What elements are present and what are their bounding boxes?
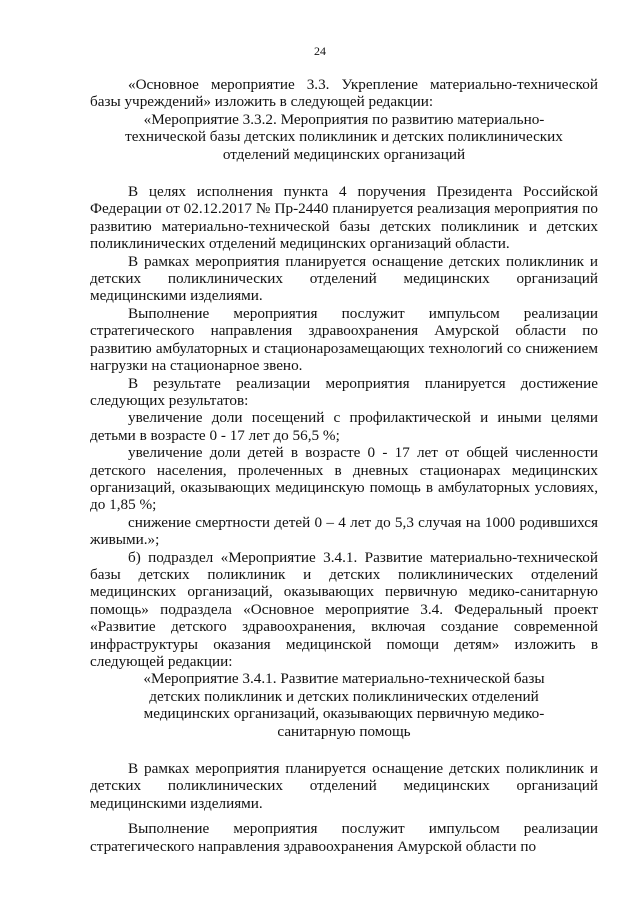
paragraph-equipment: В рамках мероприятия планируется оснащение детских поликлиник и детских поликлинических отделений медицинских организаций медицинскими изделиями. bbox=[90, 252, 598, 305]
paragraph-purpose: В целях исполнения пункта 4 поручения Президента Российской Федерации от 02.12.2017 № Пр-2440 планируется реализация мероприятия по развитию материально-технической базы детских поликлиник и детских поликлинических отделений медицинских организаций области. bbox=[90, 183, 598, 253]
paragraph-impulse-2: Выполнение мероприятия послужит импульсом реализации стратегического направления здравоохранения Амурской области по bbox=[90, 820, 598, 855]
paragraph-result-visits: увеличение доли посещений с профилактической и иными целями детьми в возрасте 0 - 17 лет до 56,5 %; bbox=[90, 409, 598, 444]
section-title-3-4-1: «Мероприятие 3.4.1. Развитие материально-технической базы детских поликлиник и детских поликлинических отделений медицинских организаций, оказывающих первичную медико-санитарную помощь bbox=[143, 670, 545, 740]
paragraph-amendment-3-4-1: б) подраздел «Мероприятие 3.4.1. Развитие материально-технической базы детских поликлиник и детских поликлинических отделений медицинских организаций, оказывающих первичную медико-санитарную помощь» подраздела «Основное мероприятие 3.4. Федеральный проект «Развитие детского здравоохранения, включая создание современной инфраструктуры оказания медицинской помощи детям» изложить в следующей редакции: bbox=[90, 548, 598, 670]
paragraph-result-day-hospitals: увеличение доли детей в возрасте 0 - 17 лет от общей численности детского населения, пролеченных в дневных стационарах медицинских организаций, оказывающих медицинскую помощь в амбулаторных условиях, до 1,85 %; bbox=[90, 444, 598, 514]
paragraph-impulse: Выполнение мероприятия послужит импульсом реализации стратегического направления здравоохранения Амурской области по развитию амбулаторных и стационарозамещающих технологий со снижением нагрузки на стационарное звено. bbox=[90, 304, 598, 375]
paragraph-amendment-3-3: «Основное мероприятие 3.3. Укрепление материально-технической базы учреждений» изложить в следующей редакции: bbox=[90, 76, 598, 111]
paragraph-result-mortality: снижение смертности детей 0 – 4 лет до 5,3 случая на 1000 родившихся живыми.»; bbox=[90, 513, 598, 549]
document-body bbox=[90, 76, 598, 855]
page-number: 24 bbox=[314, 44, 326, 58]
section-title-3-3-2: «Мероприятие 3.3.2. Мероприятия по развитию материально-технической базы детских поликлиник и детских поликлинических отделений медицинских организаций bbox=[125, 110, 563, 163]
paragraph-equipment-2: В рамках мероприятия планируется оснащение детских поликлиник и детских поликлинических отделений медицинских организаций медицинскими изделиями. bbox=[90, 760, 598, 812]
paragraph-results-intro: В результате реализации мероприятия планируется достижение следующих результатов: bbox=[90, 374, 598, 409]
